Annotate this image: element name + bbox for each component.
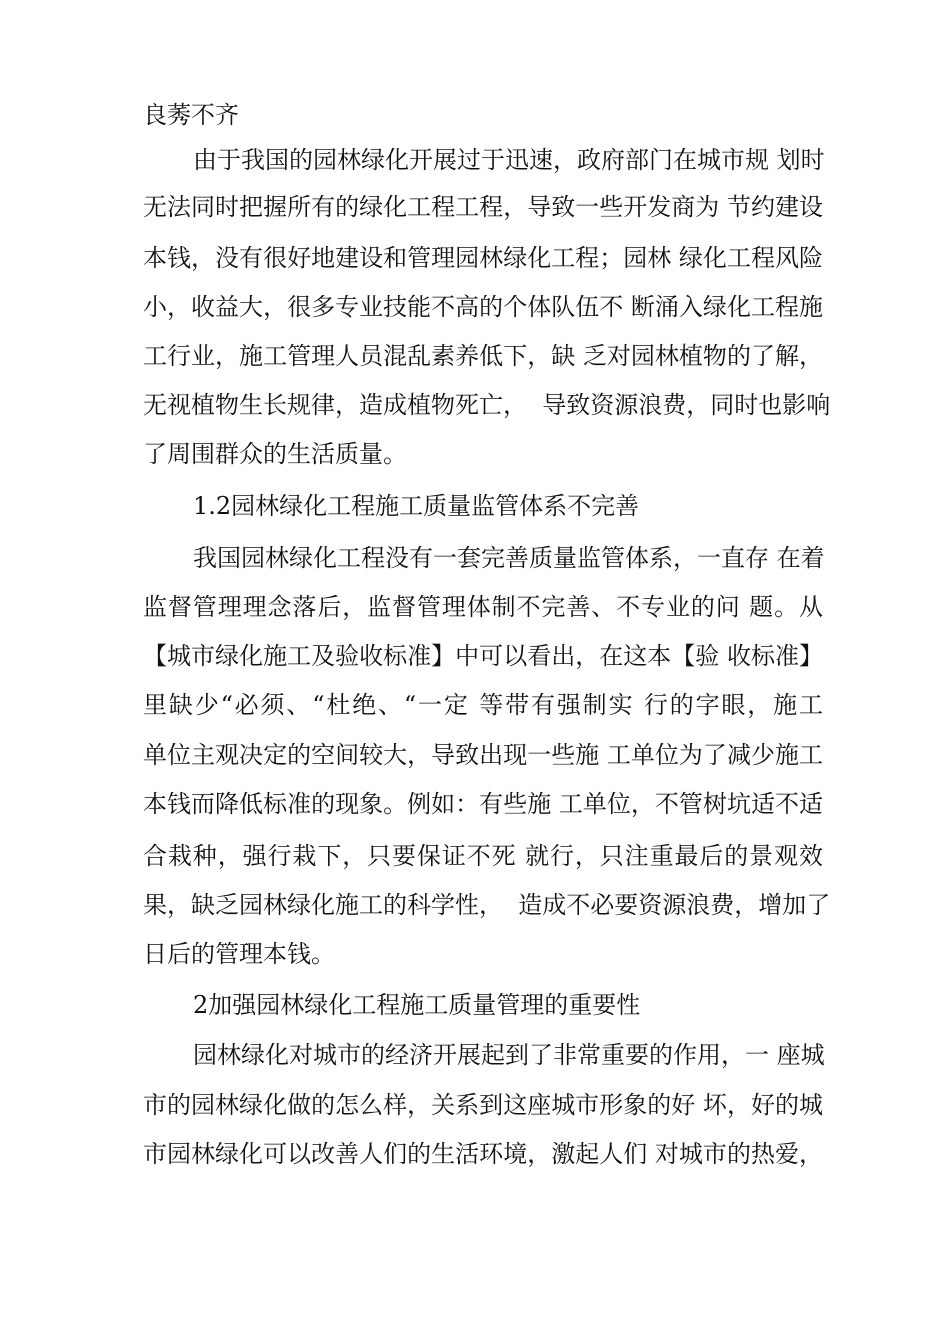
paragraph-1-line-3: 本钱，没有很好地建设和管理园林绿化工程；园林 绿化工程风险 [143, 244, 823, 272]
paragraph-1-line-6: 无视植物生长规律，造成植物死亡， 导致资源浪费，同时也影响 [143, 391, 831, 419]
paragraph-1-line-4: 小，收益大，很多专业技能不高的个体队伍不 断涌入绿化工程施 [143, 293, 823, 321]
paragraph-1-line-7: 了周围群众的生活质量。 [143, 440, 407, 468]
paragraph-3-line-3: 市园林绿化可以改善人们的生活环境，激起人们 对城市的热爱， [143, 1140, 823, 1168]
paragraph-2-line-9: 日后的管理本钱。 [143, 940, 335, 968]
paragraph-2-line-7: 合栽种，强行栽下，只要保证不死 就行，只注重最后的景观效 [143, 842, 823, 870]
paragraph-2-line-3: 【城市绿化施工及验收标准】中可以看出，在这本【验 收标准】 [143, 642, 823, 670]
text-line-1: 良莠不齐 [143, 101, 239, 129]
section-heading-2: 2加强园林绿化工程施工质量管理的重要性 [193, 991, 641, 1019]
paragraph-1-line-2: 无法同时把握所有的绿化工程工程，导致一些开发商为 节约建设 [143, 193, 823, 221]
paragraph-1-line-5: 工行业，施工管理人员混乱素养低下，缺 乏对园林植物的了解， [143, 342, 823, 370]
paragraph-2-line-5: 单位主观决定的空间较大，导致出现一些施 工单位为了减少施工 [143, 741, 823, 769]
paragraph-2-line-4: 里缺少“必须、“杜绝、“一定 等带有强制实 行的字眼，施工 [143, 691, 823, 719]
paragraph-1-line-1: 由于我国的园林绿化开展过于迅速，政府部门在城市规 划时 [193, 146, 825, 174]
paragraph-3-line-1: 园林绿化对城市的经济开展起到了非常重要的作用，一 座城 [193, 1041, 825, 1069]
paragraph-3-line-2: 市的园林绿化做的怎么样，关系到这座城市形象的好 坏，好的城 [143, 1091, 823, 1119]
section-heading-1-2: 1.2园林绿化工程施工质量监管体系不完善 [193, 492, 640, 520]
paragraph-2-line-1: 我国园林绿化工程没有一套完善质量监管体系，一直存 在着 [193, 544, 825, 572]
paragraph-2-line-2: 监督管理理念落后，监督管理体制不完善、不专业的问 题。从 [143, 593, 823, 621]
paragraph-2-line-6: 本钱而降低标准的现象。例如：有些施 工单位，不管树坑适不适 [143, 790, 823, 818]
paragraph-2-line-8: 果，缺乏园林绿化施工的科学性， 造成不必要资源浪费，增加了 [143, 891, 831, 919]
